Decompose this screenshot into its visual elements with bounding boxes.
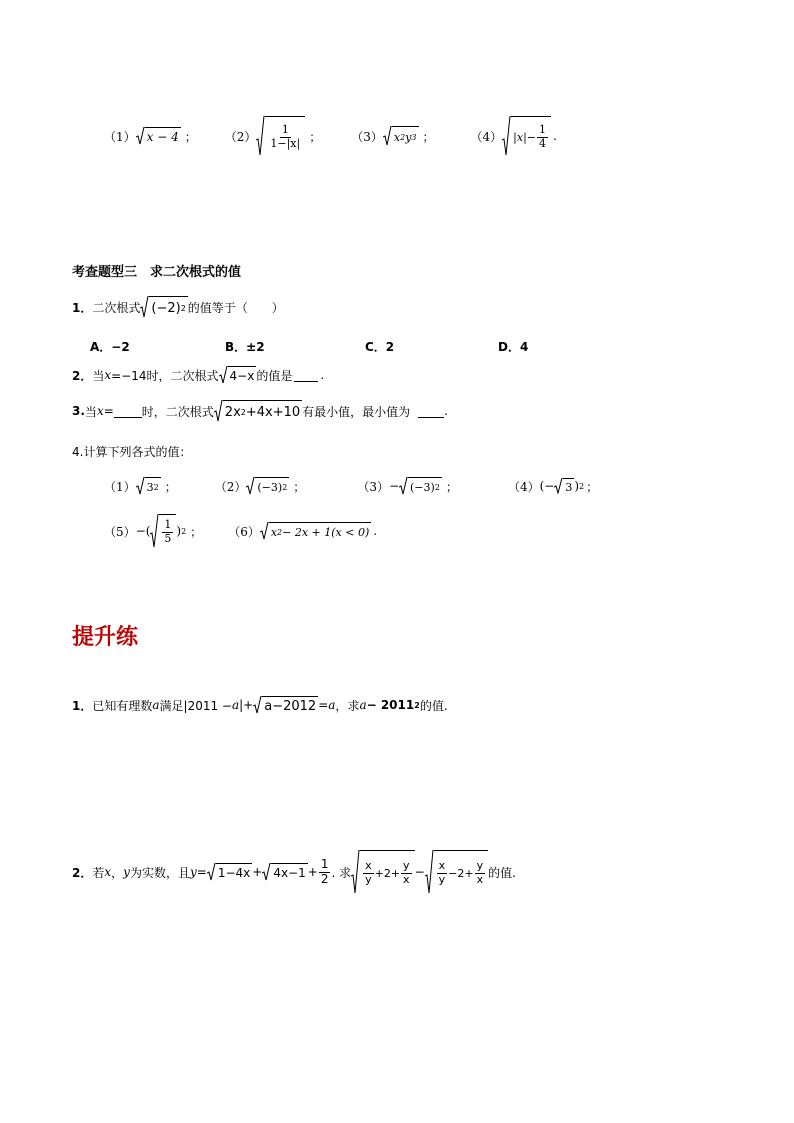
q3-var: x: [96, 404, 104, 418]
up-q2-fden: 2: [320, 871, 329, 886]
q4-row-1: [104, 477, 598, 495]
q1-radicand: (−2): [151, 300, 181, 316]
up-q2-mid2: . 求: [331, 865, 352, 880]
up-q2-r2-frac1: [437, 860, 448, 885]
q4-i5-label: （5）: [104, 524, 136, 539]
radical-sign-icon: [502, 116, 511, 156]
up-q1-sup: 2: [414, 700, 420, 710]
up-q1-radical: [253, 696, 318, 714]
q3-end: .: [444, 404, 448, 418]
q2-var: x: [104, 368, 112, 382]
up-q2-plus1: +: [252, 865, 263, 879]
q4-i6-rad-a: x: [270, 525, 278, 539]
q4-i3-rad: (−3): [410, 480, 435, 494]
up-q2-y2: y: [189, 865, 197, 879]
q4-i6-tail: .: [373, 524, 378, 538]
s3-question-2: [72, 366, 324, 384]
q2-post: 的值是: [256, 368, 293, 383]
q1-post: 的值等于（ ）: [187, 300, 284, 315]
q3-blank-2[interactable]: [418, 405, 444, 418]
p3-y: y: [405, 130, 412, 144]
up-q2-r1-yn: y: [403, 859, 410, 873]
q3-post: 有最小值，最小值为: [302, 404, 411, 419]
q4-i6-sup: 2: [277, 527, 283, 537]
radical-sign-icon: [256, 116, 265, 156]
q4-i5-fraction: [162, 519, 173, 544]
up-q1-mid3: ，求: [335, 698, 360, 713]
q4-i5-sup: 2: [181, 526, 187, 536]
p1-label: （1）: [104, 129, 136, 144]
q3-pre: 当: [84, 404, 97, 419]
q1-radical: [140, 296, 187, 318]
q4-i3-label: （3）: [357, 479, 389, 494]
p1-radical: [136, 127, 181, 145]
up-q2-radical-1: [207, 863, 252, 881]
q2-radicand: 4−x: [228, 366, 257, 384]
option-d: D．4: [498, 340, 529, 354]
up-q2-r1-plus: +2+: [374, 866, 401, 880]
q3-blank-1[interactable]: [114, 405, 142, 418]
up-q2-r2-yd: y: [438, 872, 446, 886]
q1-sup: 2: [180, 303, 186, 313]
q4-i4-post: ): [574, 479, 580, 493]
radical-sign-icon: [383, 126, 392, 146]
p3-radical: [383, 126, 419, 146]
up-q2-rad1: 1−4x: [216, 863, 252, 881]
radical-sign-icon: [207, 863, 216, 881]
up-q2-comma: ，: [111, 865, 124, 880]
top-expressions: [104, 116, 557, 156]
p4-numerator: 1: [539, 123, 547, 137]
q4-i6-label: （6）: [228, 524, 260, 539]
radical-sign-icon: [136, 477, 145, 495]
radical-sign-icon: [150, 514, 159, 548]
q4-i4-tail: ；: [586, 479, 599, 494]
q4-i4-sup: 2: [579, 481, 585, 491]
q4-i5-pre: −(: [135, 524, 151, 538]
q2-eq: =−14时，二次根式: [111, 368, 219, 383]
up-q2-minus: −: [414, 865, 425, 879]
q3-eq: =: [103, 404, 114, 418]
p2-denominator: 1−|x|: [270, 136, 301, 150]
section-up-heading: 提升练: [72, 625, 139, 650]
q3-number: 3.: [72, 404, 85, 418]
up-q1-radicand: a−2012: [262, 696, 318, 714]
p3-sup1: 2: [400, 132, 406, 142]
up-q2-radical-2: [262, 863, 307, 881]
q4-i4-rad: 3: [563, 478, 574, 494]
up-question-2: [72, 850, 516, 894]
q4-i3-sup: 2: [434, 482, 440, 492]
radical-sign-icon: [554, 478, 563, 494]
q4-i1-label: （1）: [104, 479, 136, 494]
up-q2-r2-xd: x: [476, 872, 484, 886]
q3-mid: 时，二次根式: [141, 404, 214, 419]
p2-label: （2）: [224, 129, 257, 144]
p4-label: （4）: [470, 129, 503, 144]
q4-i6-radical: [260, 522, 371, 540]
up-question-1: [72, 696, 448, 714]
p4-radical: [502, 116, 551, 156]
q4-i1-sup: 2: [153, 482, 159, 492]
q2-number: 2．: [72, 368, 93, 383]
q2-pre: 当: [92, 368, 105, 383]
q3-rad-b: +4x+10: [245, 404, 301, 420]
up-q2-r1-xn: x: [365, 859, 372, 873]
q4-row-2: [104, 514, 377, 548]
q1-pre: 二次根式: [92, 300, 141, 315]
option-c: C．2: [365, 340, 395, 354]
q1-number: 1．: [72, 300, 93, 315]
up-q2-eq: =: [196, 865, 207, 879]
up-q1-pre: 已知有理数: [92, 698, 153, 713]
q4-i2-label: （2）: [214, 479, 247, 494]
up-q1-minus: − 2011: [366, 698, 415, 712]
up-q2-radical-4: [425, 850, 488, 894]
p4-fraction: [537, 124, 548, 149]
section3-heading: 考查题型三 求二次根式的值: [72, 265, 242, 280]
q3-rad-a: 2x: [224, 404, 241, 420]
up-q2-fnum: 1: [320, 857, 329, 872]
radical-sign-icon: [262, 863, 271, 881]
q3-rad-sup: 2: [240, 407, 246, 417]
q4-i3-tail: ；: [445, 479, 458, 494]
radical-sign-icon: [219, 366, 228, 384]
up-q1-eq: =: [318, 698, 329, 712]
up-q2-fraction: [319, 858, 331, 885]
up-q2-r1-yd: y: [365, 872, 372, 886]
up-q1-a: a: [152, 698, 160, 712]
p4-denominator: 4: [539, 136, 547, 150]
q4-i2-tail: ；: [293, 479, 306, 494]
up-q1-post: 的值.: [419, 698, 448, 713]
up-q1-a3: a: [328, 698, 336, 712]
p2-radical: [256, 116, 305, 156]
q4-i3-radical: [399, 477, 442, 495]
q4-i2-sup: 2: [282, 482, 288, 492]
q4-i4-label: （4）: [507, 479, 540, 494]
radical-sign-icon: [399, 477, 408, 495]
q4-i2-rad: (−3): [257, 480, 283, 494]
up-q2-r1-xd: x: [403, 872, 410, 886]
up-q2-rad2: 4x−1: [271, 863, 307, 881]
radical-sign-icon: [351, 850, 360, 894]
q4-i1-radical: [136, 477, 161, 495]
up-q2-number: 2．: [72, 865, 93, 880]
up-q2-radical-3: [351, 850, 414, 894]
up-q2-x: x: [104, 865, 112, 879]
up-q2-y: y: [123, 865, 130, 879]
up-q2-plus2: +: [307, 865, 318, 879]
q4-i1-rad: 3: [146, 480, 154, 494]
q4-i1-tail: ；: [164, 479, 177, 494]
q4-i5-num: 1: [164, 518, 172, 532]
up-q2-r2-minus: −2+: [448, 866, 474, 880]
q4-i6-cond: (x < 0): [331, 525, 370, 539]
radical-sign-icon: [260, 522, 269, 540]
radical-sign-icon: [253, 696, 262, 714]
radical-sign-icon: [136, 127, 145, 145]
p3-label: （3）: [351, 129, 383, 144]
q3-radical: [214, 400, 302, 422]
s3-question-3: [72, 400, 448, 422]
up-q2-r2-frac2: [475, 860, 486, 885]
radical-sign-icon: [140, 296, 149, 318]
up-q2-post: 的值.: [488, 865, 516, 880]
up-q2-r2-xn: x: [438, 859, 446, 873]
radical-sign-icon: [214, 400, 223, 422]
option-b: B．±2: [225, 340, 265, 354]
p2-fraction: [268, 124, 302, 149]
up-q2-mid: 为实数，且: [129, 865, 190, 880]
up-q1-number: 1．: [72, 698, 93, 713]
option-a: A．−2: [90, 340, 130, 354]
up-q2-pre: 若: [92, 865, 105, 880]
p4-abs: |x|−: [513, 130, 537, 144]
up-q2-r2-yn: y: [476, 859, 484, 873]
p3-tail: ；: [422, 129, 435, 144]
q2-answer-blank[interactable]: [294, 369, 318, 382]
q4-i5-tail: ；: [190, 524, 203, 539]
up-q1-a4: a: [359, 698, 367, 712]
s3-question-1: [72, 296, 284, 318]
up-q1-a2: a: [231, 698, 240, 712]
up-q1-mid: 满足|2011 −: [159, 698, 232, 713]
up-q2-r1-frac2: [401, 860, 412, 885]
q2-radical: [219, 366, 257, 384]
q4-i5-post: ): [176, 524, 182, 538]
q4-i4-pre: (−: [539, 479, 555, 493]
up-q1-mid2: |+: [239, 698, 254, 712]
q4-i5-radical: [150, 514, 176, 548]
q4-i6-rad-b: − 2x + 1: [282, 525, 332, 539]
q4-i3-pre: −: [388, 479, 400, 493]
p1-radicand: x − 4: [145, 127, 181, 145]
p3-sup2: 3: [411, 132, 417, 142]
q4-i2-radical: [246, 477, 289, 495]
q4-i4-radical: [554, 478, 574, 494]
p2-tail: ；: [309, 129, 322, 144]
p3-x: x: [393, 130, 401, 144]
radical-sign-icon: [425, 850, 434, 894]
q4-i5-den: 5: [164, 531, 172, 545]
up-q2-r1-frac1: [363, 860, 374, 885]
p4-tail: .: [553, 129, 557, 143]
p2-numerator: 1: [281, 123, 289, 137]
radical-sign-icon: [246, 477, 255, 495]
p1-tail: ；: [184, 129, 197, 144]
q4-title: 4.计算下列各式的值：: [72, 445, 192, 459]
q2-end: .: [320, 368, 325, 382]
